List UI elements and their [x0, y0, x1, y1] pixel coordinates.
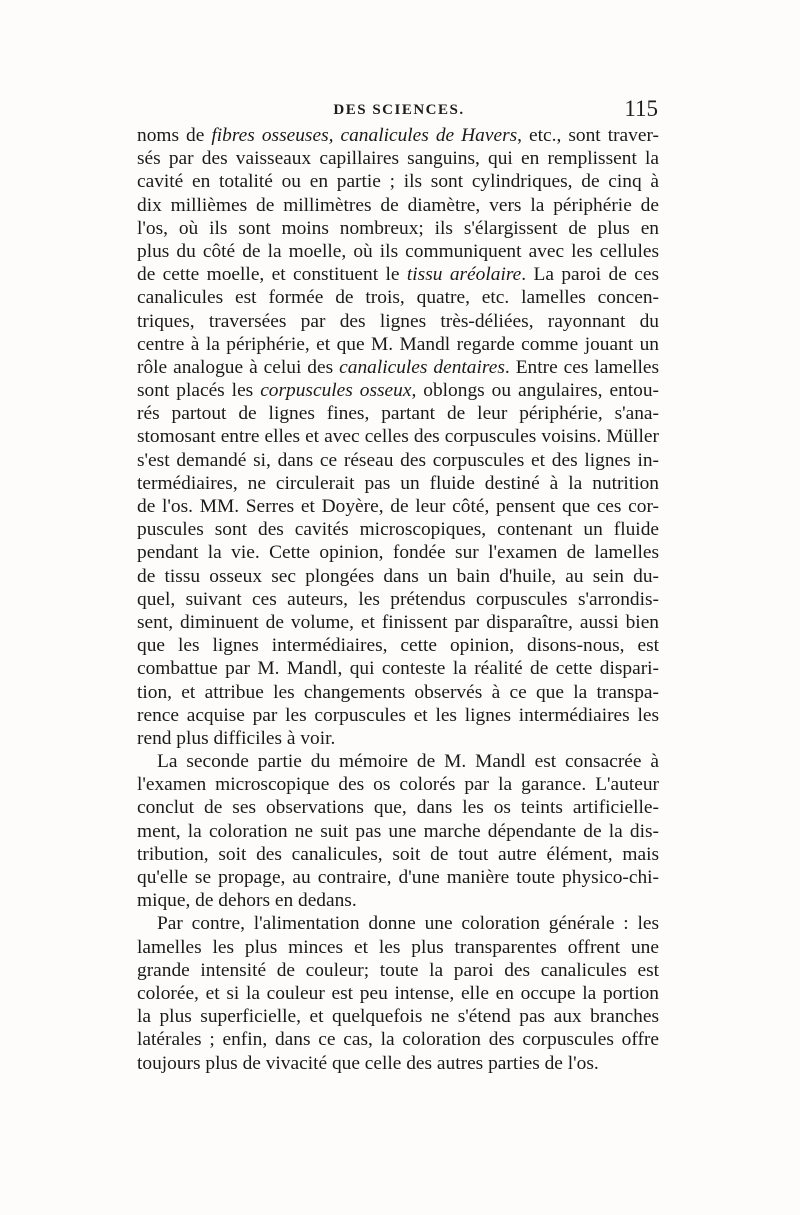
text-segment: s'est demandé si, dans ce réseau des corpuscules et des lignes in- [137, 449, 659, 471]
text-segment: latérales ; enfin, dans ce cas, la coloration des corpuscules offre [137, 1029, 659, 1051]
text-segment: sont placés les [137, 380, 261, 402]
italic-term: corpuscules osseux [260, 380, 412, 402]
text-line [137, 286, 659, 309]
text-line [137, 541, 659, 564]
text-line [137, 356, 659, 379]
text-line [137, 959, 659, 982]
text-line [137, 657, 659, 680]
text-line [137, 843, 659, 866]
text-segment: colorée, et si la couleur est peu intense, elle en occupe la portion [137, 982, 659, 1004]
text-line [137, 217, 659, 240]
text-line [137, 588, 659, 611]
text-line [137, 750, 659, 773]
text-segment: pendant la vie. Cette opinion, fondée sur l'examen de lamelles [137, 542, 659, 564]
text-line [137, 333, 659, 356]
text-segment: dix millièmes de millimètres de diamètre, vers la périphérie de [137, 194, 659, 216]
text-segment: l'examen microscopique des os colorés par la garance. L'auteur [137, 774, 659, 796]
text-line [137, 820, 659, 843]
text-segment: tion, et attribue les changements observés à ce que la transpa- [137, 681, 659, 703]
text-line [137, 449, 659, 472]
text-segment: rence acquise par les corpuscules et les lignes intermédiaires les [137, 704, 659, 726]
text-line [137, 634, 659, 657]
italic-term: tissu aréolaire [406, 264, 522, 286]
text-line [137, 495, 659, 518]
text-line [137, 1052, 659, 1075]
text-line [137, 611, 659, 634]
text-segment: Par contre, l'alimentation donne une coloration générale : les [157, 913, 659, 935]
text-segment: lamelles les plus minces et les plus transparentes offrent une [137, 936, 659, 958]
body-text [137, 124, 659, 1075]
text-line [137, 773, 659, 796]
text-line [137, 194, 659, 217]
text-segment: , oblongs ou angulaires, entou- [411, 380, 659, 402]
text-segment: plus du côté de la moelle, où ils communiquent avec les cellules [137, 240, 659, 262]
text-segment: conclut de ses observations que, dans les os teints artificielle- [137, 797, 659, 819]
text-line [137, 518, 659, 541]
text-segment: grande intensité de couleur; toute la paroi des canalicules est [137, 959, 659, 981]
text-segment: qu'elle se propage, au contraire, d'une manière toute physico-chi- [137, 867, 659, 888]
text-line [137, 1028, 659, 1051]
text-line [137, 240, 659, 263]
text-line [137, 263, 659, 286]
text-segment: sent, diminuent de volume, et finissent par disparaître, aussi bien [137, 611, 659, 633]
text-line [137, 1005, 659, 1028]
text-segment: , etc., sont traver- [517, 125, 659, 146]
page-header [140, 96, 658, 126]
text-line [137, 379, 659, 402]
text-segment: noms de [137, 125, 212, 146]
text-segment: . La paroi de ces [521, 264, 659, 286]
text-line [137, 727, 659, 750]
text-segment: triques, traversées par des lignes très-déliées, rayonnant du [137, 310, 659, 332]
text-segment: combattue par M. Mandl, qui conteste la réalité de cette dispari- [137, 658, 659, 680]
text-line [137, 402, 659, 425]
text-line [137, 472, 659, 495]
text-segment: rend plus difficiles à voir. [137, 727, 336, 749]
text-line [137, 704, 659, 727]
text-segment: de tissu osseux sec plongées dans un bain d'huile, au sein du- [137, 565, 659, 587]
text-segment: cavité en totalité ou en partie ; ils sont cylindriques, de cinq à [137, 171, 659, 193]
text-segment: de l'os. MM. Serres et Doyère, de leur côté, pensent que ces cor- [137, 496, 659, 517]
text-line [137, 124, 659, 147]
text-line [137, 912, 659, 935]
text-segment: ment, la coloration ne suit pas une marche dépendante de la dis- [137, 820, 659, 842]
text-segment: tribution, soit des canalicules, soit de tout autre élément, mais [137, 843, 659, 865]
text-line [137, 147, 659, 170]
italic-term: fibres osseuses, canalicules de Havers [211, 125, 518, 146]
italic-term: canalicules dentaires [339, 356, 505, 378]
text-segment: La seconde partie du mémoire de M. Mandl est consacrée à [157, 751, 659, 773]
text-segment: rôle analogue à celui des [137, 356, 340, 378]
text-line [137, 796, 659, 819]
text-line [137, 936, 659, 959]
text-segment: sés par des vaisseaux capillaires sanguins, qui en remplissent la [137, 148, 659, 170]
text-segment: . Entre ces lamelles [504, 356, 659, 378]
text-segment: la plus superficielle, et quelquefois ne s'étend pas aux branches [137, 1006, 659, 1028]
text-segment: centre à la périphérie, et que M. Mandl regarde comme jouant un [137, 333, 659, 355]
text-segment: de cette moelle, et constituent le [137, 264, 407, 286]
text-line [137, 425, 659, 448]
text-line [137, 170, 659, 193]
text-segment: quel, suivant ces auteurs, les prétendus corpuscules s'arrondis- [137, 588, 659, 610]
text-segment: toujours plus de vivacité que celle des autres parties de l'os. [137, 1052, 599, 1074]
text-line [137, 310, 659, 333]
text-line [137, 681, 659, 704]
text-line [137, 889, 659, 912]
text-segment: rés partout de lignes fines, partant de leur périphérie, s'ana- [137, 403, 659, 425]
text-segment: puscules sont des cavités microscopiques, contenant un fluide [137, 519, 659, 541]
text-line [137, 565, 659, 588]
text-line [137, 982, 659, 1005]
text-segment: mique, de dehors en dedans. [137, 890, 357, 912]
running-title: DES SCIENCES. [333, 102, 465, 118]
text-segment: canalicules est formée de trois, quatre, etc. lamelles concen- [137, 287, 659, 309]
text-segment: l'os, où ils sont moins nombreux; ils s'élargissent de plus en [137, 217, 659, 239]
text-segment: que les lignes intermédiaires, cette opinion, disons-nous, est [137, 635, 659, 657]
text-segment: stomosant entre elles et avec celles des corpuscules voisins. Müller [137, 426, 659, 448]
page-number: 115 [624, 96, 658, 121]
text-line [137, 866, 659, 889]
text-segment: termédiaires, ne circulerait pas un fluide destiné à la nutrition [137, 472, 659, 494]
